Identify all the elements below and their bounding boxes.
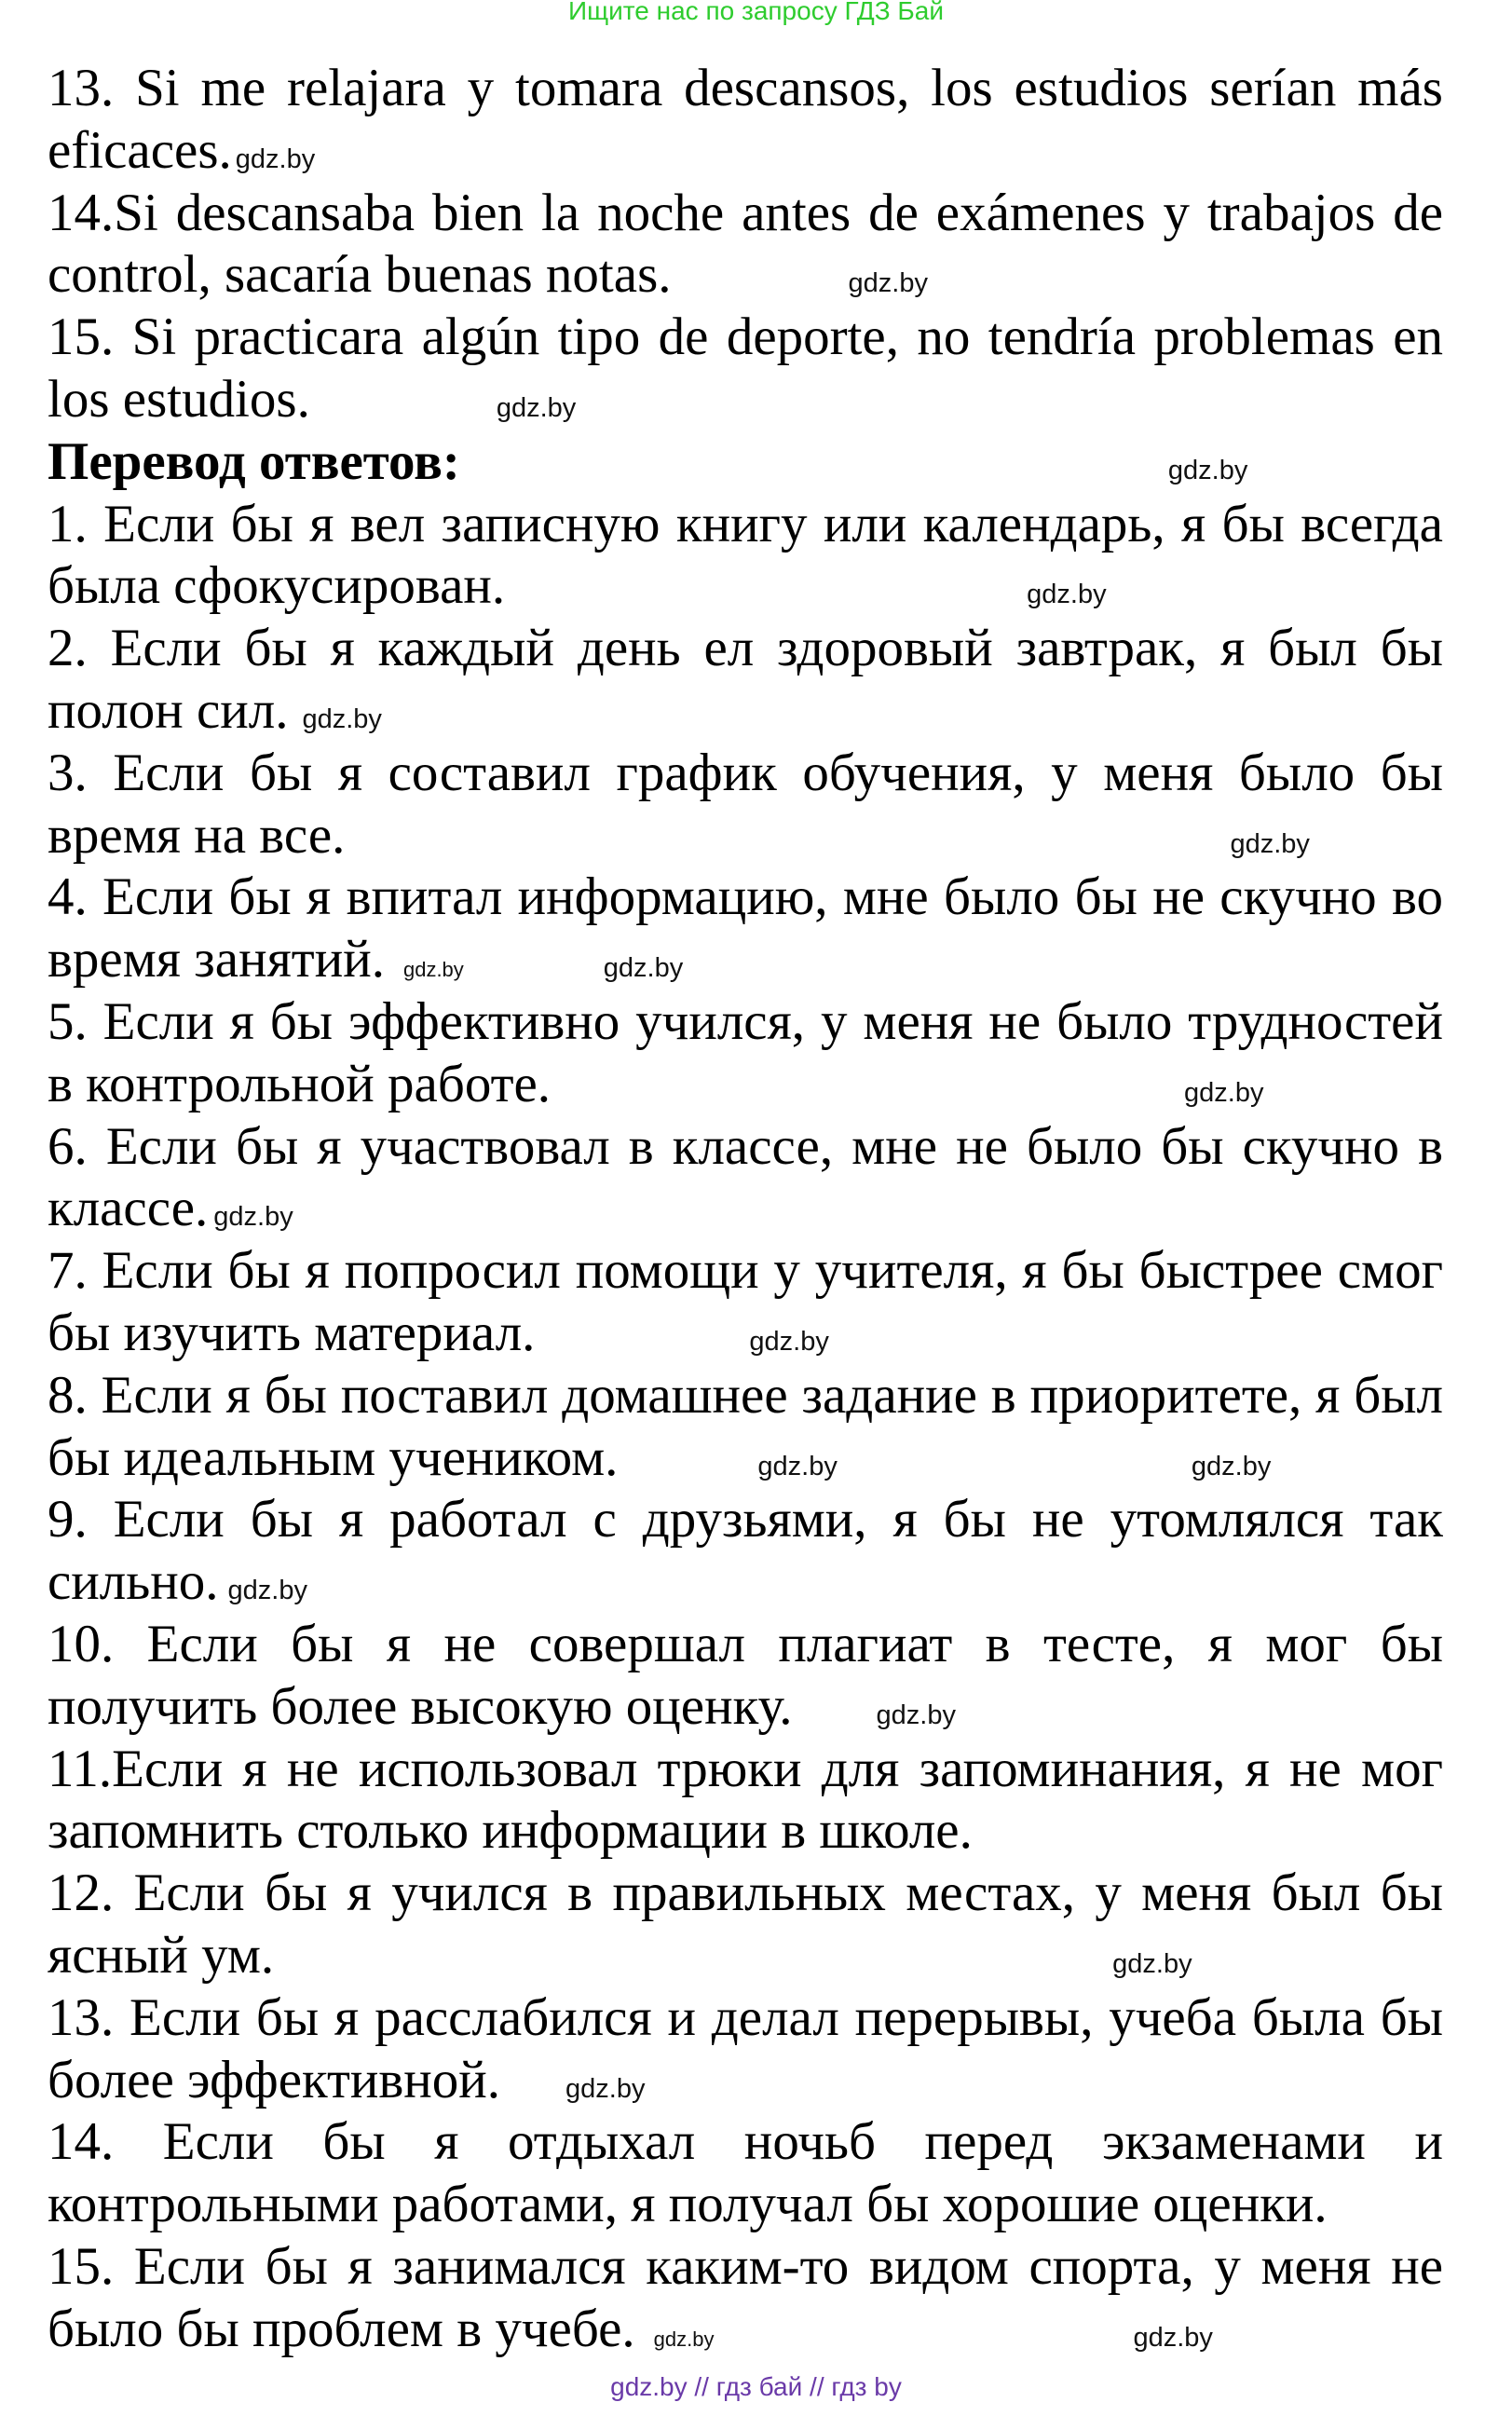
translation-text: 15. Если бы я занимался каким-то видом спорта, у меня не было бы проблем в учебе. <box>48 2236 1443 2358</box>
watermark: gdz.by <box>496 392 577 423</box>
translation-7 <box>48 1240 1443 1365</box>
translation-8 <box>48 1365 1443 1490</box>
watermark: gdz.by <box>1112 1948 1192 1979</box>
spanish-answer-15 <box>48 307 1443 431</box>
translation-text: 13. Если бы я расслабился и делал перерывы, учеба была бы более эффективной. <box>48 1987 1443 2109</box>
translation-text: 9. Если бы я работал с друзьями, я бы не утомлялся так сильно. <box>48 1490 1443 1612</box>
watermark: gdz.by <box>1027 580 1107 610</box>
watermark: gdz.by <box>1184 1077 1264 1108</box>
heading-text: Перевод ответов: <box>48 431 460 491</box>
watermark: gdz.by <box>749 1326 829 1357</box>
translation-text: 12. Если бы я учился в правильных местах, у меня был бы ясный ум. <box>48 1863 1443 1985</box>
translation-text: 8. Если я бы поставил домашнее задание в приоритете, я был бы идеальным учеником. <box>48 1365 1443 1487</box>
watermark: gdz.by <box>213 1202 293 1233</box>
translation-10 <box>48 1614 1443 1739</box>
translation-3 <box>48 743 1443 867</box>
watermark: gdz.by <box>876 1699 956 1730</box>
translation-4 <box>48 867 1443 991</box>
translation-heading <box>48 431 1443 494</box>
translation-9 <box>48 1489 1443 1614</box>
translation-text: 2. Если бы я каждый день ел здоровый завтрак, я был бы полон сил. <box>48 619 1443 740</box>
answer-text: 13. Si me relajara y tomara descansos, los estudios serían más eficaces. <box>48 59 1443 180</box>
translation-12 <box>48 1863 1443 1987</box>
watermark: gdz.by <box>848 268 928 299</box>
answer-text: 14.Si descansaba bien la noche antes de exámenes y trabajos de control, sacaría buenas notas. <box>48 183 1443 305</box>
translation-text: 7. Если бы я попросил помощи у учителя, я бы быстрее смог бы изучить материал. <box>48 1241 1443 1362</box>
translation-13 <box>48 1987 1443 2112</box>
watermark: gdz.by <box>757 1451 838 1481</box>
translation-15 <box>48 2236 1443 2361</box>
watermark: gdz.by <box>603 953 684 984</box>
translation-text: 4. Если бы я впитал информацию, мне было бы не скучно во время занятий. <box>48 867 1443 990</box>
footer-links: gdz.by // гдз бай // гдз by <box>610 2372 902 2401</box>
spanish-answer-13 <box>48 58 1443 183</box>
watermark: gdz.by <box>227 1576 307 1606</box>
translation-6 <box>48 1116 1443 1241</box>
watermark: gdz.by <box>565 2073 646 2104</box>
translation-1 <box>48 494 1443 619</box>
translation-11 <box>48 1739 1443 1863</box>
watermark: gdz.by <box>1167 455 1248 485</box>
watermark: gdz.by <box>1230 828 1310 859</box>
spanish-answer-14 <box>48 183 1443 307</box>
search-hint-banner: Ищите нас по запросу ГДЗ Бай <box>567 0 945 25</box>
translation-text: 5. Если я бы эффективно учился, у меня не было трудностей в контрольной работе. <box>48 991 1443 1113</box>
answer-text: 15. Si practicara algún tipo de deporte, no tendría problemas en los estudios. <box>48 307 1443 429</box>
translation-text: 6. Если бы я участвовал в классе, мне не было бы скучно в классе. <box>48 1116 1443 1238</box>
translation-text: 14. Если бы я отдыхал ночьб перед экзаменами и контрольными работами, я получал бы хорошие оценки. <box>48 2112 1443 2234</box>
translation-text: 3. Если бы я составил график обучения, у меня было бы время на все. <box>48 743 1443 865</box>
watermark: gdz.by <box>1133 2322 1213 2353</box>
translation-text: 1. Если бы я вел записную книгу или календарь, я бы всегда была сфокусирован. <box>48 494 1443 616</box>
translation-5 <box>48 991 1443 1116</box>
document-body <box>48 58 1443 2360</box>
watermark: gdz.by <box>653 2327 715 2351</box>
translation-2 <box>48 618 1443 743</box>
translation-text: 11.Если я не использовал трюки для запоминания, я не мог запомнить столько информации в школе. <box>48 1739 1443 1861</box>
watermark: gdz.by <box>302 703 382 734</box>
translation-text: 10. Если бы я не совершал плагиат в тесте, я мог бы получить более высокую оценку. <box>48 1614 1443 1736</box>
watermark: gdz.by <box>402 958 464 982</box>
watermark: gdz.by <box>235 143 316 174</box>
watermark: gdz.by <box>1191 1451 1272 1481</box>
translation-14 <box>48 2111 1443 2236</box>
